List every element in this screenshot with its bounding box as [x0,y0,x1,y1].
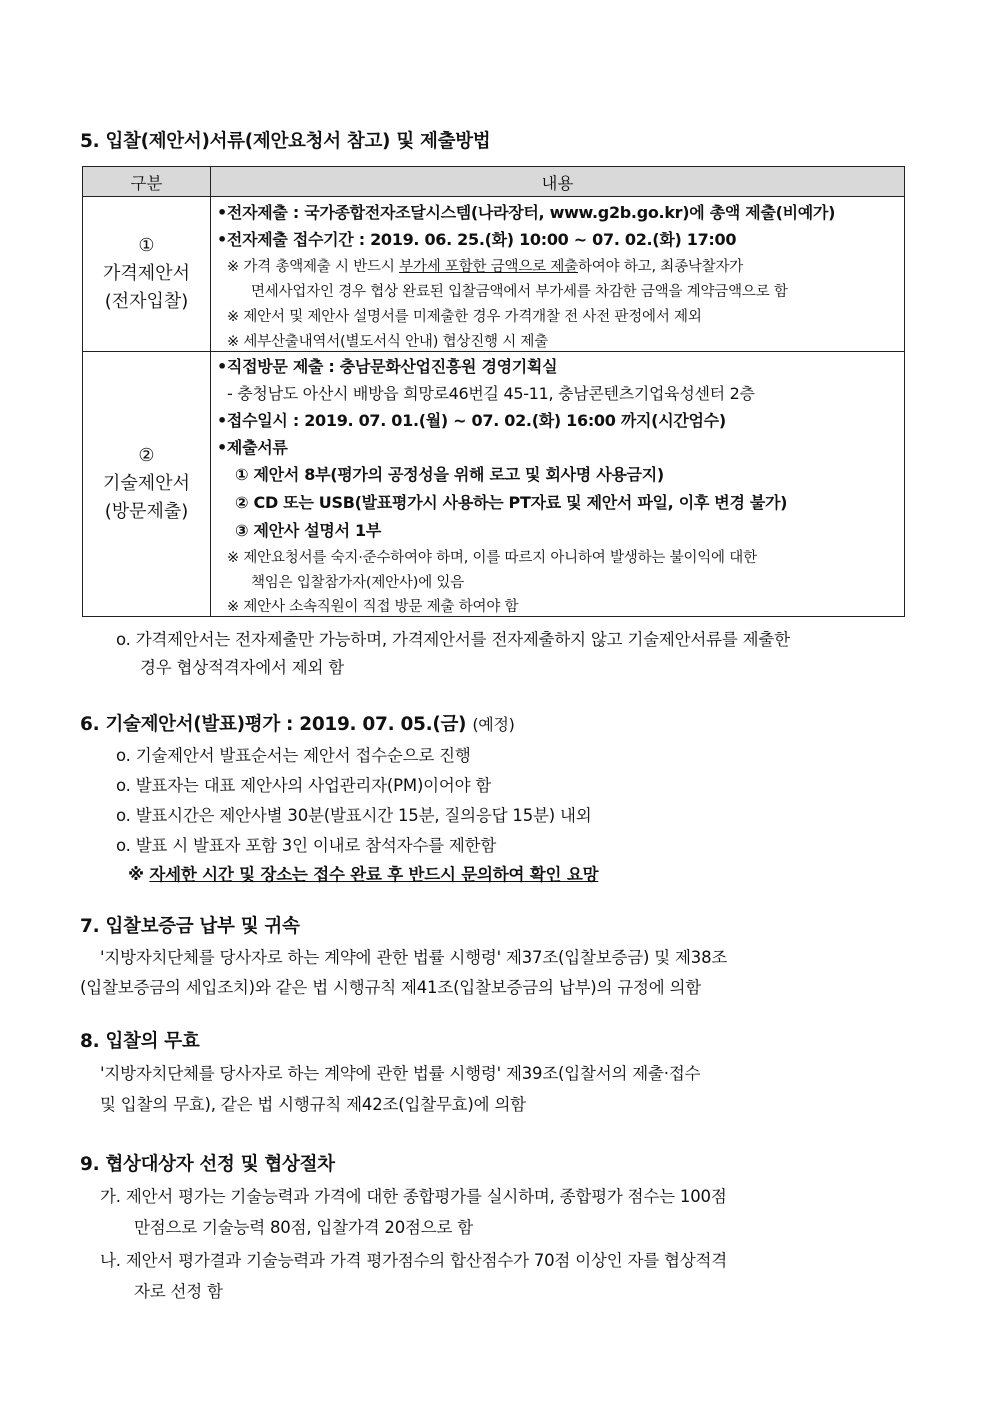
section-9-item: 만점으로 기술능력 80점, 입찰가격 20점으로 함 [134,1218,474,1237]
section-9-item: 가. 제안서 평가는 기술능력과 가격에 대한 종합평가를 실시하며, 종합평가 점수는 100점 [100,1187,727,1206]
list-item: o. 발표 시 발표자 포함 3인 이내로 참석자수를 제한함 [116,836,497,855]
list-item: o. 발표시간은 제안사별 30분(발표시간 15분, 질의응답 15분) 내외 [116,806,592,825]
section-6-title-text: 6. 기술제안서(발표)평가 : 2019. 07. 05.(금) [80,714,467,735]
content-line: •접수일시 : 2019. 07. 01.(월) ~ 07. 02.(화) 16:00 까지(시간엄수) [217,411,726,430]
section-7-text: '지방자치단체를 당사자로 하는 계약에 관한 법률 시행령' 제37조(입찰보증금) 및 제38조 [100,948,728,967]
content-line: •전자제출 접수기간 : 2019. 06. 25.(화) 10:00 ~ 07. 02.(화) 17:00 [217,230,737,249]
content-note: 면세사업자인 경우 협상 완료된 입찰금액에서 부가세를 차감한 금액을 계약금액으로 함 [251,284,788,300]
row-price-proposal-label [83,197,211,352]
label-number: ② [138,445,155,466]
label-number: ① [138,235,155,256]
content-line: •제출서류 [217,438,288,457]
section-6-title [80,710,515,736]
content-note: 책임은 입찰참가자(제안사)에 있음 [251,575,465,591]
content-line: •전자제출 : 국가종합전자조달시스템(나라장터, www.g2b.go.kr)에 총액 제출(비예가) [217,203,836,222]
section-6-title-suffix: (예정) [472,715,515,734]
notice-mark: ※ [128,865,144,884]
section-8-text: 및 입찰의 무효), 같은 법 시행규칙 제42조(입찰무효)에 의함 [100,1095,526,1114]
content-note: ※ 세부산출내역서(별도서식 안내) 협상진행 시 제출 [227,334,549,350]
note-text: ※ 가격 총액제출 시 반드시 [227,259,400,275]
row-price-proposal-content [211,197,905,352]
section-9-item: 나. 제안서 평가결과 기술능력과 가격 평가점수의 합산점수가 70점 이상인 자를 협상적격 [100,1251,727,1270]
list-item: o. 기술제안서 발표순서는 제안서 접수순으로 진행 [116,746,471,765]
section-7-title: 7. 입찰보증금 납부 및 귀속 [80,916,300,937]
content-line: - 충청남도 아산시 배방읍 희망로46번길 45-11, 충남콘텐츠기업육성센터 2층 [227,384,755,403]
notice-line [128,861,598,885]
note-underlined: 부가세 포함한 금액으로 제출 [399,259,578,275]
label-title: 기술제안서 [103,473,190,494]
section-8-text: '지방자치단체를 당사자로 하는 계약에 관한 법률 시행령' 제39조(입찰서의 제출·접수 [100,1064,701,1083]
label-title: 가격제안서 [103,263,190,284]
section-7-text: (입찰보증금의 세입조치)와 같은 법 시행규칙 제41조(입찰보증금의 납부)의 규정에 의함 [80,978,702,997]
content-line: •직접방문 제출 : 충남문화산업진흥원 경영기획실 [217,357,558,376]
notice-text: 자세한 시간 및 장소는 접수 완료 후 반드시 문의하여 확인 요망 [149,865,599,884]
note-text: 하여야 하고, 최종낙찰자가 [578,259,744,275]
content-line: ① 제안서 8부(평가의 공정성을 위해 로고 및 회사명 사용금지) [235,465,664,484]
content-note [227,255,743,276]
table-header-category: 구분 [83,167,211,197]
label-method: (전자입찰) [104,291,189,312]
content-line: ③ 제안사 설명서 1부 [235,521,381,540]
section-8-title: 8. 입찰의 무효 [80,1031,200,1052]
content-note: ※ 제안사 소속직원이 직접 방문 제출 하여야 함 [227,599,519,615]
section-5-title: 5. 입찰(제안서)서류(제안요청서 참고) 및 제출방법 [80,131,491,152]
section-5-note: 경우 협상적격자에서 제외 함 [140,658,345,677]
section-9-title: 9. 협상대상자 선정 및 협상절차 [80,1154,335,1175]
label-method: (방문제출) [104,501,189,522]
section-9-item: 자로 선정 함 [134,1282,223,1301]
row-tech-proposal-content [211,352,905,617]
submission-table [82,166,905,617]
row-tech-proposal-label [83,352,211,617]
table-header-content: 내용 [211,167,905,197]
content-note: ※ 제안서 및 제안사 설명서를 미제출한 경우 가격개찰 전 사전 판정에서 제외 [227,309,702,325]
content-line: ② CD 또는 USB(발표평가시 사용하는 PT자료 및 제안서 파일, 이후 변경 불가) [235,493,788,512]
content-note: ※ 제안요청서를 숙지·준수하여야 하며, 이를 따르지 아니하여 발생하는 불이익에 대한 [227,550,757,566]
section-5-note: o. 가격제안서는 전자제출만 가능하며, 가격제안서를 전자제출하지 않고 기술제안서류를 제출한 [116,630,790,649]
list-item: o. 발표자는 대표 제안사의 사업관리자(PM)이어야 함 [116,776,492,795]
